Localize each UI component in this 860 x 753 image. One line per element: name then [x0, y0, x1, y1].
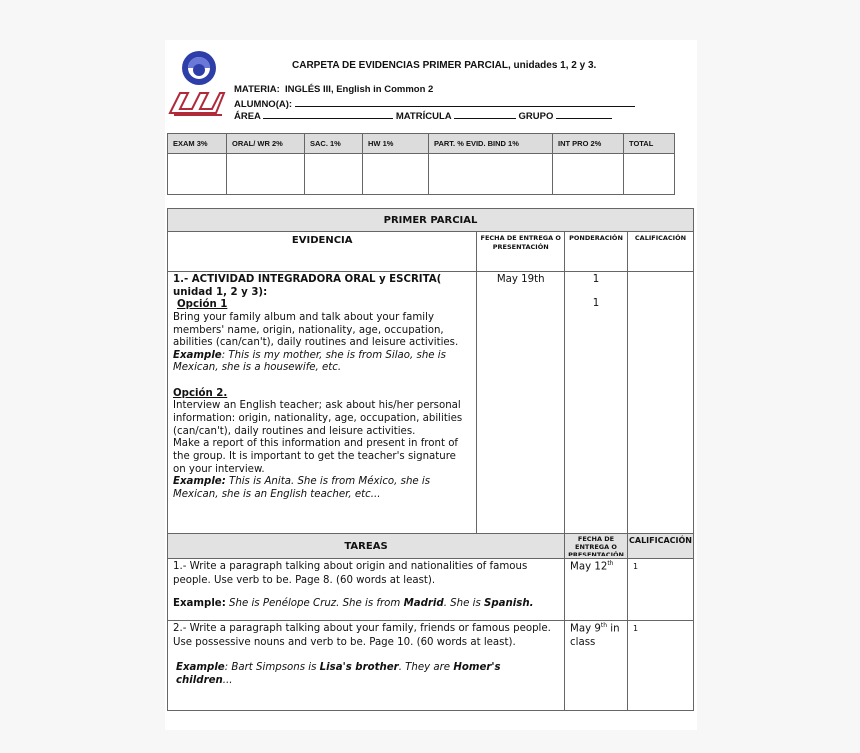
matricula-label: MATRÍCULA: [395, 111, 452, 122]
col-part: PART. % EVID. BIND 1%: [429, 134, 553, 154]
task-2-value: 1: [627, 621, 693, 711]
sac-cell[interactable]: [305, 154, 363, 195]
evidence-table: [167, 208, 694, 711]
col-hw: HW 1%: [363, 134, 429, 154]
activity-title: 1.- ACTIVIDAD INTEGRADORA ORAL y ESCRITA( unidad 1, 2 y 3):: [173, 274, 442, 298]
matricula-blank: [454, 109, 516, 119]
materia-line: [234, 84, 433, 95]
activity-calificacion[interactable]: [627, 272, 693, 534]
hw-cell[interactable]: [363, 154, 429, 195]
area-label: ÁREA: [234, 111, 261, 122]
option2-text2: Make a report of this information and present in front of the group. It is important to get the teacher's signature on your interview.: [173, 438, 459, 475]
activity-ponderacion: [565, 272, 628, 534]
exam-cell[interactable]: [168, 154, 227, 195]
task-2-date: May 9th in class: [565, 621, 628, 711]
option2-example: Example: This is Anita. She is from México, she is Mexican, she is an English teacher, etc...: [173, 476, 431, 500]
grupo-blank: [556, 109, 612, 119]
ponderacion-header: PONDERACIÓN: [565, 232, 628, 272]
grades-table: [167, 133, 675, 195]
col-exam: EXAM 3%: [168, 134, 227, 154]
activity-date: May 19th: [477, 272, 565, 534]
fecha-header: FECHA DE ENTREGA O PRESENTACIÓN: [477, 232, 565, 272]
option1-label: Opción 1: [177, 299, 228, 311]
option2-text: Interview an English teacher; ask about his/her personal information: origin, nationality, age, occupation, abilities (can/can't), daily routines and leisure activities.: [173, 400, 463, 437]
intpro-cell[interactable]: [553, 154, 624, 195]
col-sac: SAC. 1%: [305, 134, 363, 154]
total-cell[interactable]: [624, 154, 675, 195]
primer-parcial-heading: PRIMER PARCIAL: [168, 209, 694, 232]
tareas-fecha-header: FECHA DE ENTREGA O PRESENTACIÓN: [565, 534, 628, 559]
area-line: [234, 109, 612, 122]
part-cell[interactable]: [429, 154, 553, 195]
tareas-heading: TAREAS: [168, 534, 565, 559]
grupo-label: GRUPO: [518, 111, 554, 122]
option2-label: Opción 2.: [173, 387, 228, 399]
grades-value-row: [168, 154, 675, 195]
task-1-text: 1.- Write a paragraph talking about origin and nationalities of famous people. Use verb to be. Page 8. (60 words at least). Example: She is Penélope Cruz. She is from Madrid. She is Spanish.: [168, 559, 565, 621]
evidencia-header: EVIDENCIA: [168, 232, 477, 272]
materia-value: INGLÉS III, English in Common 2: [285, 84, 434, 95]
ponderacion-value-2: 1: [592, 297, 600, 309]
col-oral: ORAL/ WR 2%: [227, 134, 305, 154]
task-1-value: 1: [627, 559, 693, 621]
activity-cell: [168, 272, 477, 534]
col-total: TOTAL: [624, 134, 675, 154]
task-row: [168, 621, 694, 711]
option1-text: Bring your family album and talk about your family members' name, origin, nationality, age, occupation, abilities (can/can't), daily routines and leisure activities.: [173, 311, 459, 349]
task-1-date: May 12th: [565, 559, 628, 621]
materia-label: MATERIA:: [234, 84, 280, 95]
grades-header-row: [168, 134, 675, 154]
document-title: CARPETA DE EVIDENCIAS PRIMER PARCIAL, unidades 1, 2 y 3.: [292, 60, 597, 71]
oral-cell[interactable]: [227, 154, 305, 195]
calificacion-header: CALIFICACIÓN: [627, 232, 693, 272]
option1-example: Example: This is my mother, she is from Silao, she is Mexican, she is a housewife, etc.: [173, 349, 446, 374]
col-intpro: INT PRO 2%: [553, 134, 624, 154]
area-blank: [263, 109, 393, 119]
university-logo: [166, 43, 226, 123]
task-2-text: 2.- Write a paragraph talking about your family, friends or famous people. Use possessive nouns and verb to be. Page 10. (60 words at least). Example: Bart Simpsons is Lisa's brother. They are Homer's children...: [168, 621, 565, 711]
ponderacion-value-1: 1: [592, 274, 600, 285]
alumno-blank: [295, 97, 635, 107]
task-row: [168, 559, 694, 621]
tareas-calificacion-header: CALIFICACIÓN: [627, 534, 693, 559]
alumno-label: ALUMNO(A):: [234, 99, 293, 110]
